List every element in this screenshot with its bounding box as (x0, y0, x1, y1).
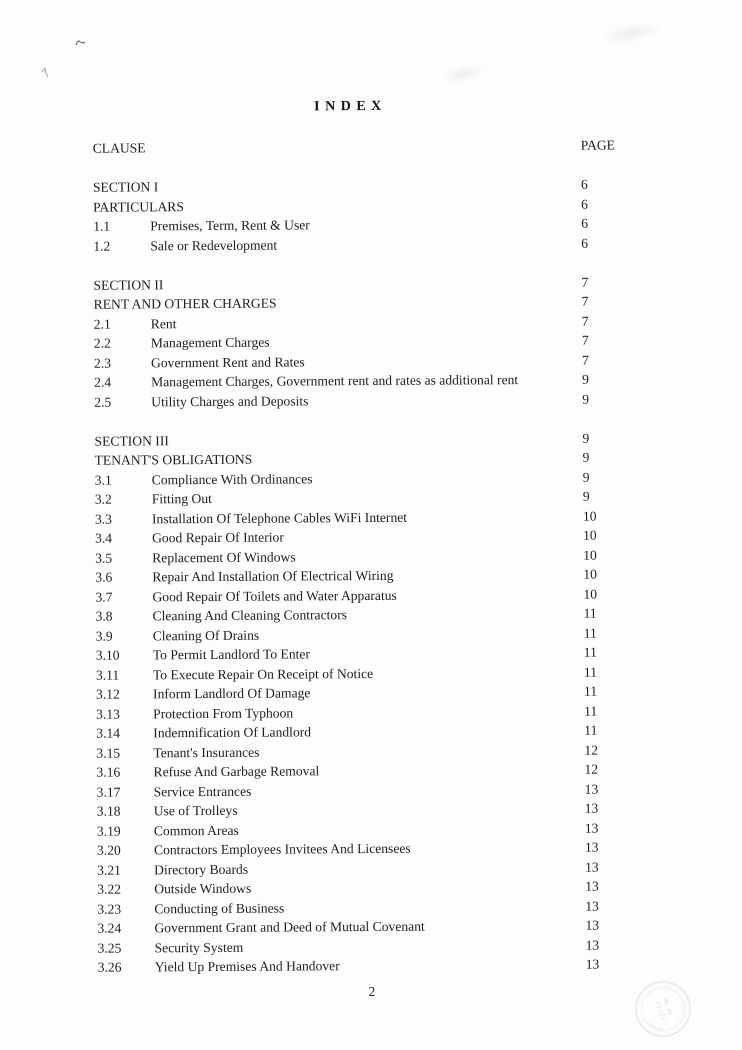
clause-page: 13 (585, 956, 600, 972)
clause-page: 9 (582, 371, 589, 387)
section-heading: SECTION II (93, 276, 164, 293)
clause-title: Conducting of Business (154, 900, 285, 916)
clause-page: 11 (584, 703, 598, 719)
clause-title: Indemnification Of Landlord (153, 724, 312, 741)
toc-item-row (94, 389, 624, 412)
clause-page: 12 (584, 742, 599, 758)
clause-number: 3.11 (95, 667, 120, 683)
clause-page: 13 (585, 859, 599, 875)
clause-page: 7 (581, 313, 589, 329)
clause-number: 3.23 (97, 901, 122, 917)
clause-title: Compliance With Ordinances (151, 470, 313, 487)
clause-number: 3.25 (97, 940, 122, 956)
clause-title: Repair And Installation Of Electrical Wiring (152, 567, 394, 585)
table-of-contents (93, 174, 628, 977)
clause-number: 3.24 (97, 920, 122, 936)
clause-title: Service Entrances (153, 783, 252, 799)
clause-title: Yield Up Premises And Handover (154, 958, 340, 975)
section-heading: SECTION III (94, 432, 169, 449)
clause-number: 3.22 (97, 881, 122, 897)
section-subheading-page: 7 (581, 293, 589, 309)
clause-title: Contractors Employees Invitees And Licensees (153, 840, 411, 858)
clause-title: To Permit Landlord To Enter (152, 646, 311, 663)
clause-number: 2.1 (93, 316, 111, 332)
clause-title: Cleaning Of Drains (152, 627, 260, 643)
clause-page: 13 (585, 917, 600, 933)
clause-title: Security System (154, 939, 244, 955)
clause-title: Management Charges, Government rent and rates as additional rent (151, 372, 519, 390)
toc-section (93, 272, 624, 412)
clause-number: 3.2 (94, 491, 112, 507)
clause-title: Fitting Out (151, 490, 212, 507)
clause-page: 7 (581, 352, 589, 368)
clause-number: 2.5 (94, 394, 112, 410)
clause-number: 2.4 (94, 374, 112, 390)
clause-title: Directory Boards (154, 861, 249, 877)
clause-page: 11 (583, 683, 598, 699)
clause-title: Tenant's Insurances (153, 744, 260, 760)
clause-number: 1.2 (93, 238, 111, 254)
clause-page: 9 (582, 488, 590, 504)
clause-number: 3.14 (96, 725, 121, 741)
clause-number: 3.21 (97, 862, 121, 878)
clause-number: 3.20 (96, 842, 121, 858)
clause-number: 3.16 (96, 764, 121, 780)
clause-number: 3.3 (94, 511, 113, 527)
clause-number: 2.3 (93, 355, 112, 371)
clause-title: Protection From Typhoon (153, 704, 294, 721)
clause-page: 13 (584, 820, 599, 836)
section-heading-page: 9 (582, 430, 590, 446)
clause-number: 3.4 (95, 530, 113, 546)
section-heading-page: 7 (581, 274, 589, 290)
clause-number: 3.5 (95, 550, 113, 566)
clause-number: 2.2 (93, 335, 111, 351)
toc-section (93, 174, 623, 255)
clause-number: 3.8 (95, 608, 113, 624)
clause-title: Replacement Of Windows (152, 548, 296, 565)
section-subheading: TENANT'S OBLIGATIONS (94, 451, 253, 468)
clause-title: Sale or Redevelopment (150, 237, 278, 253)
clause-page: 10 (583, 527, 597, 543)
clause-page: 13 (584, 800, 599, 816)
section-heading-page: 6 (580, 176, 588, 192)
clause-number: 3.13 (96, 706, 120, 722)
clause-title: Installation Of Telephone Cables WiFi Internet (151, 509, 408, 526)
clause-page: 9 (582, 469, 590, 485)
clause-title: Government Grant and Deed of Mutual Covenant (154, 918, 425, 936)
clause-number: 3.12 (95, 686, 120, 702)
clause-page: 11 (584, 722, 598, 738)
clause-title: Utility Charges and Deposits (151, 392, 309, 409)
clause-title: Good Repair Of Interior (152, 529, 284, 546)
clause-page: 6 (581, 215, 589, 231)
clause-page: 13 (585, 878, 599, 894)
clause-page: 11 (583, 605, 597, 621)
clause-title: Management Charges (150, 334, 270, 351)
clause-number: 3.7 (95, 589, 113, 605)
section-subheading: RENT AND OTHER CHARGES (93, 295, 277, 312)
clause-title: Common Areas (153, 822, 239, 838)
clause-page: 10 (583, 586, 598, 602)
clause-title: Inform Landlord Of Damage (152, 685, 311, 702)
clause-number: 3.26 (97, 959, 122, 975)
clause-title: Rent (150, 315, 177, 331)
clause-page: 13 (584, 781, 599, 797)
clause-title: Use of Trolleys (153, 802, 238, 819)
clause-title: Government Rent and Rates (150, 353, 305, 370)
clause-number: 1.1 (93, 218, 111, 234)
toc-item-row (93, 233, 623, 256)
clause-page: 13 (585, 937, 600, 953)
section-subheading-page: 9 (582, 449, 590, 465)
clause-title: Cleaning And Cleaning Contractors (152, 607, 348, 624)
clause-page: 11 (583, 625, 597, 641)
column-headers (93, 135, 623, 158)
clause-title: Premises, Term, Rent & User (150, 217, 310, 234)
clause-number: 3.15 (96, 745, 121, 761)
clause-title: Good Repair Of Toilets and Water Apparatus (152, 587, 397, 604)
section-subheading: PARTICULARS (93, 198, 184, 215)
clause-number: 3.18 (96, 803, 121, 819)
toc-item-row (98, 954, 628, 977)
clause-page: 10 (583, 547, 597, 563)
clause-number: 3.17 (96, 784, 121, 800)
clause-page: 9 (582, 391, 590, 407)
clause-number: 3.19 (96, 823, 121, 839)
clause-number: 3.1 (94, 472, 112, 488)
clause-column-header: CLAUSE (92, 140, 146, 156)
clause-title: Outside Windows (154, 880, 252, 897)
section-heading: SECTION I (92, 179, 159, 195)
toc-section (94, 428, 627, 977)
clause-number: 3.10 (95, 647, 120, 663)
page-column-header: PAGE (580, 137, 615, 153)
clause-title: To Execute Repair On Receipt of Notice (152, 665, 374, 682)
clause-page: 11 (583, 644, 597, 660)
clause-page: 11 (583, 664, 598, 680)
notary-stamp (634, 980, 692, 1038)
clause-page: 6 (581, 235, 589, 251)
clause-page: 12 (584, 761, 599, 777)
clause-page: 10 (583, 566, 597, 582)
clause-page: 10 (582, 508, 597, 524)
clause-page: 13 (585, 898, 599, 914)
clause-page: 13 (584, 839, 599, 855)
clause-number: 3.6 (95, 569, 113, 585)
page-title: INDEX (314, 98, 387, 115)
clause-page: 7 (581, 332, 589, 348)
footer-page-number: 2 (368, 983, 376, 1000)
section-subheading-page: 6 (580, 196, 588, 212)
clause-title: Refuse And Garbage Removal (153, 763, 320, 780)
clause-number: 3.9 (95, 628, 113, 644)
